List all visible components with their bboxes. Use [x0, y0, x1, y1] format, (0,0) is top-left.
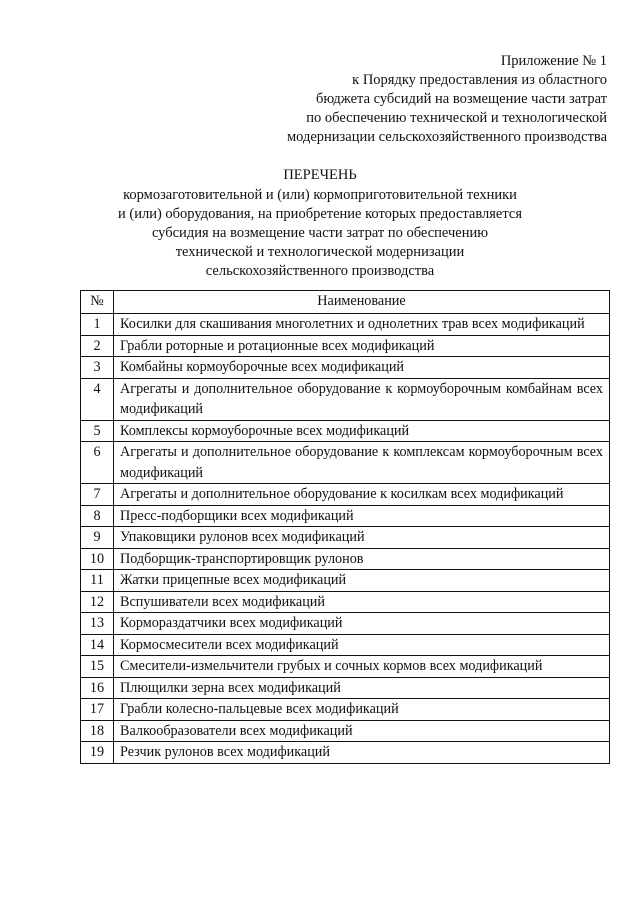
table-row [81, 442, 610, 484]
title-line: кормозаготовительной и (или) кормоприготовительной техники [123, 187, 517, 203]
row-number: 4 [81, 378, 114, 420]
row-name: Агрегаты и дополнительное оборудование к кормоуборочным комбайнам всех модификаций [114, 378, 610, 420]
document-title [40, 166, 600, 281]
table-body [81, 314, 610, 764]
row-name: Плющилки зерна всех модификаций [114, 677, 610, 699]
row-number: 6 [81, 442, 114, 484]
title-line: сельскохозяйственного производства [205, 263, 435, 279]
row-name: Кормораздатчики всех модификаций [114, 613, 610, 635]
row-number: 13 [81, 613, 114, 635]
table-row [81, 570, 610, 592]
row-name: Комбайны кормоуборочные всех модификаций [114, 357, 610, 379]
row-number: 19 [81, 742, 114, 764]
table-row [81, 656, 610, 678]
row-name: Агрегаты и дополнительное оборудование к косилкам всех модификаций [114, 484, 610, 506]
row-number: 18 [81, 720, 114, 742]
row-name: Упаковщики рулонов всех модификаций [114, 527, 610, 549]
row-name: Косилки для скашивания многолетних и однолетних трав всех модификаций [114, 314, 610, 336]
row-name: Вспушиватели всех модификаций [114, 591, 610, 613]
table-row [81, 527, 610, 549]
table-row [81, 742, 610, 764]
row-number: 7 [81, 484, 114, 506]
row-number: 5 [81, 420, 114, 442]
row-name: Грабли роторные и ротационные всех модификаций [114, 335, 610, 357]
table-row [81, 378, 610, 420]
row-name: Жатки прицепные всех модификаций [114, 570, 610, 592]
row-name: Агрегаты и дополнительное оборудование к комплексам кормоуборочным всех модификаций [114, 442, 610, 484]
row-number: 8 [81, 505, 114, 527]
title-line: технической и технологической модернизации [175, 244, 465, 260]
row-name: Грабли колесно-пальцевые всех модификаций [114, 699, 610, 721]
row-number: 14 [81, 634, 114, 656]
row-name: Резчик рулонов всех модификаций [114, 742, 610, 764]
row-number: 12 [81, 591, 114, 613]
row-name: Валкообразователи всех модификаций [114, 720, 610, 742]
table-row [81, 357, 610, 379]
row-name: Кормосмесители всех модификаций [114, 634, 610, 656]
row-number: 2 [81, 335, 114, 357]
column-header-number: № [81, 291, 114, 314]
appendix-header [187, 52, 607, 147]
table-row [81, 335, 610, 357]
row-number: 17 [81, 699, 114, 721]
column-header-name: Наименование [114, 291, 610, 314]
row-number: 3 [81, 357, 114, 379]
row-number: 10 [81, 548, 114, 570]
appendix-line: по обеспечению технической и технологической [306, 110, 607, 126]
table-row [81, 591, 610, 613]
table-row [81, 634, 610, 656]
table-row [81, 677, 610, 699]
title-heading: ПЕРЕЧЕНЬ [283, 167, 357, 183]
row-number: 16 [81, 677, 114, 699]
row-name: Подборщик-транспортировщик рулонов [114, 548, 610, 570]
row-number: 1 [81, 314, 114, 336]
table-row [81, 613, 610, 635]
appendix-line: Приложение № 1 [500, 53, 607, 69]
row-name: Смесители-измельчители грубых и сочных кормов всех модификаций [114, 656, 610, 678]
table-row [81, 548, 610, 570]
table-row [81, 314, 610, 336]
appendix-line: бюджета субсидий на возмещение части затрат [315, 91, 607, 107]
equipment-table [80, 290, 610, 764]
row-name: Пресс-подборщики всех модификаций [114, 505, 610, 527]
row-number: 11 [81, 570, 114, 592]
table-header-row [81, 291, 610, 314]
table-row [81, 720, 610, 742]
row-name: Комплексы кормоуборочные всех модификаций [114, 420, 610, 442]
row-number: 15 [81, 656, 114, 678]
table-row [81, 484, 610, 506]
row-number: 9 [81, 527, 114, 549]
appendix-line: к Порядку предоставления из областного [352, 72, 607, 88]
appendix-line: модернизации сельскохозяйственного производства [286, 129, 607, 145]
title-line: и (или) оборудования, на приобретение которых предоставляется [118, 206, 522, 222]
table-row [81, 505, 610, 527]
table-row [81, 699, 610, 721]
title-line: субсидия на возмещение части затрат по обеспечению [151, 225, 489, 241]
table-row [81, 420, 610, 442]
